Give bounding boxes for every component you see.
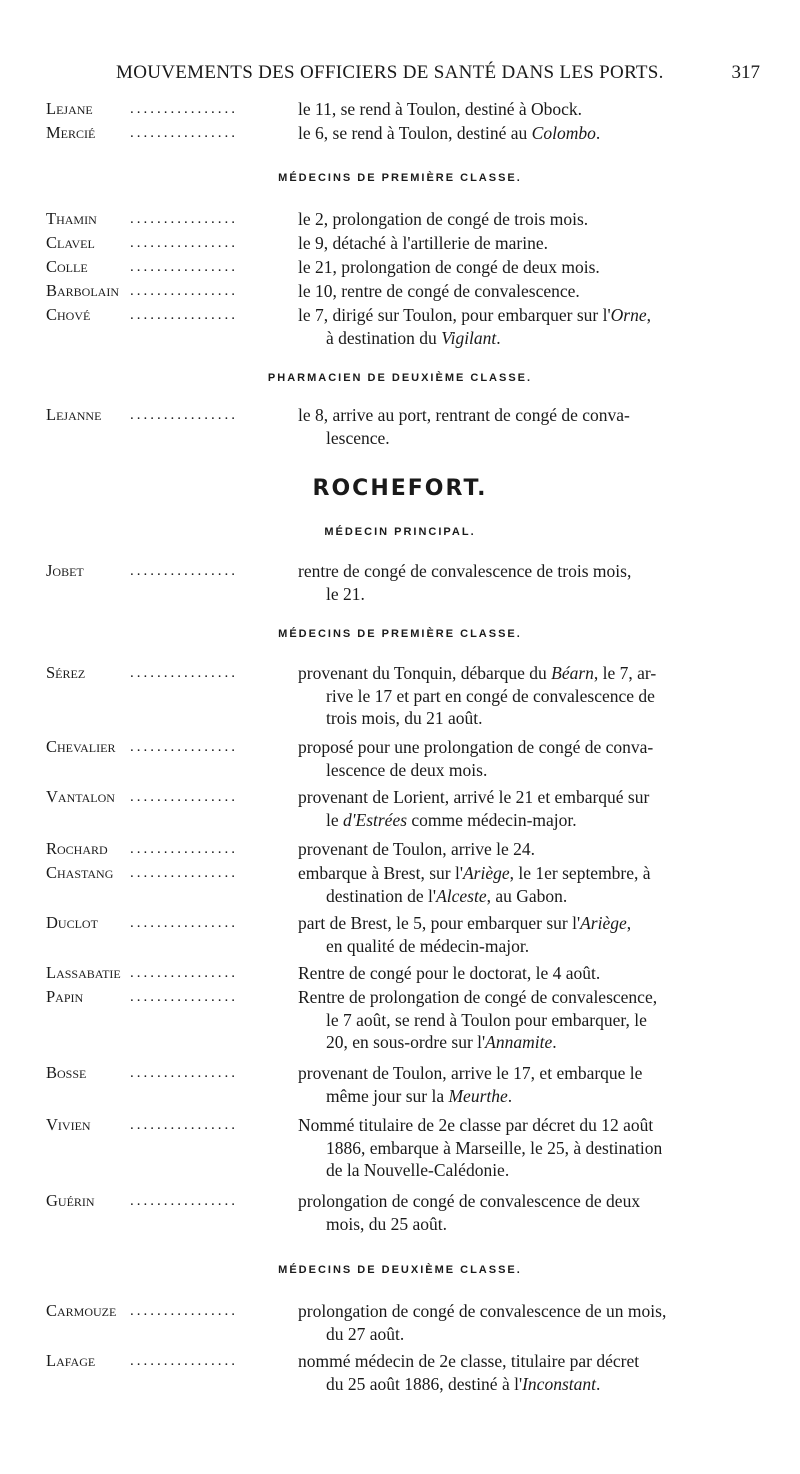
leader-dots: ................ — [130, 915, 238, 931]
leader-dots: ................ — [130, 789, 238, 805]
page-title: MOUVEMENTS DES OFFICIERS DE SANTÉ DANS LES PORTS. — [116, 62, 664, 83]
leader-dots: ................ — [130, 101, 238, 117]
leader-dots: ................ — [130, 965, 238, 981]
leader-dots: ................ — [130, 1193, 238, 1209]
leader-dots: ................ — [130, 989, 238, 1005]
leader-dots: ................ — [130, 1353, 238, 1369]
leader-dots: ................ — [130, 665, 238, 681]
leader-dots: ................ — [130, 563, 238, 579]
leader-dots: ................ — [130, 125, 238, 141]
leader-dots: ................ — [130, 283, 238, 299]
leader-dots: ................ — [130, 739, 238, 755]
leader-dots: ................ — [130, 307, 238, 323]
leader-dots: ................ — [130, 841, 238, 857]
leader-dots: ................ — [130, 235, 238, 251]
page-header — [40, 62, 760, 90]
leader-dots: ................ — [130, 1117, 238, 1133]
section-heading: MÉDECINS DE PREMIÈRE CLASSE. — [278, 172, 522, 184]
document-page: MOUVEMENTS DES OFFICIERS DE SANTÉ DANS LES PORTS. 317 Lejane ................ le 11, se rend à Toulon, destiné à Obock. Mercié ................ le 6, se rend à Toulon, destiné au Colombo. MÉDECINS DE PREMIÈRE CLASSE. Thamin ................ le 2, prolongation de congé de trois mois. Clavel ................ le 9, détaché à l'artillerie de marine. Colle ................ le 21, prolongation de congé de deux mois. Barbolain ................ le 10, rentre de congé de convalescence. Chové ................ le 7, dirigé sur Toulon, pour embarquer sur l'Orne, à destination du Vigilant. PHARMACIEN DE DEUXIÈME CLASSE. Lejanne ................ le 8, arrive au port, rentrant de congé de conva- lescence. ROCHEFORT. MÉDECIN PRINCIPAL. Jobet ................ rentre de congé de convalescence de trois mois, le 21. MÉDECINS DE PREMIÈRE CLASSE. Sérez ................ provenant du Tonquin, débarque du Béarn, le 7, ar- rive le 17 et part en congé de convalescence de trois mois, du 21 août. Chevalier ................ proposé pour une prolongation de congé de conva- lescence de deux mois. Vantalon ................ provenant de Lorient, arrivé le 21 et embarqué sur le d'Estrées comme médecin-major. Rochard ................ provenant de Toulon, arrive le 24. Chastang ................ embarque à Brest, sur l'Ariège, le 1er septembre, à destination de l'Alceste, au Gabon. Duclot ................ part de Brest, le 5, pour embarquer sur l'Ariège, en qualité de médecin-major. Lassabatie ................ Rentre de congé pour le doctorat, le 4 août. Papin ................ Rentre de prolongation de congé de convalescence, le 7 août, se rend à Toulon pour embarquer, le 20, en sous-ordre sur l'Annamite. Bosse ................ provenant de Toulon, arrive le 17, et embarque le même jour sur la Meurthe. Vivien ................ Nommé titulaire de 2e classe par décret du 12 août 1886, embarque à Marseille, le 25, à destination de la Nouvelle-Calédonie. Guérin ................ prolongation de congé de convalescence de deux mois, du 25 août. MÉDECINS DE DEUXIÈME CLASSE. Carmouze ................ prolongation de congé de convalescence de un mois, du 27 août. Lafage ................ nommé médecin de 2e classe, titulaire par décret du 25 août 1886, destiné à l'Inconstant. — [0, 0, 800, 1474]
leader-dots: ................ — [130, 1303, 238, 1319]
leader-dots: ................ — [130, 865, 238, 881]
page-number: 317 — [731, 62, 760, 83]
ship-name: Colombo — [531, 123, 596, 143]
city-heading: ROCHEFORT. — [312, 476, 488, 501]
section-heading: MÉDECINS DE PREMIÈRE CLASSE. — [278, 628, 522, 640]
leader-dots: ................ — [130, 211, 238, 227]
leader-dots: ................ — [130, 259, 238, 275]
leader-dots: ................ — [130, 407, 238, 423]
section-heading: PHARMACIEN DE DEUXIÈME CLASSE. — [267, 372, 533, 384]
section-heading: MÉDECINS DE DEUXIÈME CLASSE. — [278, 1264, 522, 1276]
section-heading: MÉDECIN PRINCIPAL. — [324, 526, 476, 538]
leader-dots: ................ — [130, 1065, 238, 1081]
